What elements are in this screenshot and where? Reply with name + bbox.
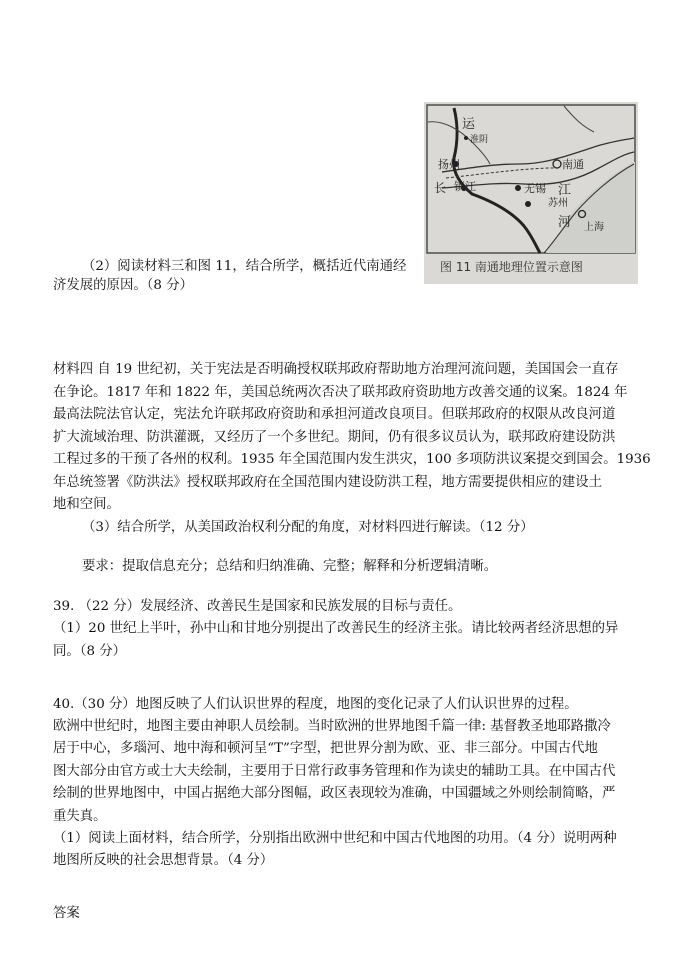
q39-line: （1）20 世纪上半叶，孙中山和甘地分别提出了改善民生的经济主张。请比较两者经济思想的异	[53, 621, 619, 636]
q40-line: （1）阅读上面材料，结合所学，分别指出欧洲中世纪和中国古代地图的功用。（4 分）说明两种	[53, 831, 617, 846]
material4-line: 最高法院法官认定，宪法允许联邦政府资助和承担河道改良项目。但联邦政府的权限从改良河道	[53, 407, 616, 422]
material4-line: 地和空间。	[53, 497, 120, 512]
map-label-wuxi: 无锡	[524, 182, 546, 195]
question-3: （3）结合所学，从美国政治权利分配的角度，对材料四进行解读。（12 分）	[82, 520, 534, 535]
material4-line: 材料四 自 19 世纪初，关于宪法是否明确授权联邦政府帮助地方治理河流问题，美国国会一直存	[53, 362, 619, 377]
q40-line: 40.（30 分）地图反映了人们认识世界的程度，地图的变化记录了人们认识世界的过程。	[53, 697, 578, 712]
q2-line-2: 济发展的原因。（8 分）	[53, 278, 193, 293]
q39-line: 39. （22 分）发展经济、改善民生是国家和民族发展的目标与责任。	[53, 599, 462, 614]
map-illustration	[424, 102, 638, 284]
map-label-zhenjiang: 镇江	[454, 180, 476, 193]
answer-requirement: 要求：提取信息充分；总结和归纳准确、完整；解释和分析逻辑清晰。	[82, 559, 498, 574]
q40-line: 居于中心，多瑙河、地中海和顿河呈“T”字型，把世界分割为欧、亚、非三部分。中国古代地	[53, 741, 598, 756]
material4-line: 工程过多的干预了各州的权利。1935 年全国范围内发生洪灾，100 多项防洪议案提交到国会。1936	[53, 452, 651, 467]
material4-line: 年总统签署《防洪法》授权联邦政府在全国范围内建设防洪工程，地方需要提供相应的建设土	[53, 475, 603, 490]
q40-line: 重失真。	[53, 809, 107, 824]
map-label-shanghai: 上海	[584, 222, 604, 233]
map-label-jiang: 江	[558, 183, 572, 198]
q40-line: 欧洲中世纪时，地图主要由神职人员绘制。当时欧洲的世界地图千篇一律: 基督教圣地耶路撒冷	[53, 719, 611, 734]
map-label-he: 河	[558, 215, 572, 230]
q39-line: 同。（8 分）	[53, 644, 127, 659]
material4-line: 扩大流域治理、防洪灌溉，又经历了一个多世纪。期间，仍有很多议员认为，联邦政府建设防洪	[53, 430, 616, 445]
q40-line: 绘制的世界地图中，中国占据绝大部分图幅，政区表现较为准确，中国疆域之外则绘制简略，严	[53, 786, 616, 801]
q2-line-1: （2）阅读材料三和图 11，结合所学，概括近代南通经	[82, 259, 407, 274]
q40-line: 图大部分由官方或士大夫绘制，主要用于日常行政事务管理和作为读史的辅助工具。在中国古代	[53, 764, 616, 779]
map-label-yun: 运	[462, 117, 476, 132]
material4-line: 在争论。1817 年和 1822 年，美国总统两次否决了联邦政府资助地方改善交通的议案。1824 年	[53, 385, 628, 400]
map-label-huaiyin: 淮阴	[470, 135, 489, 145]
figure-caption: 图 11 南通地理位置示意图	[440, 260, 583, 274]
map-label-suzhou: 苏州	[548, 198, 568, 209]
q40-line: 地图所反映的社会思想背景。（4 分）	[53, 853, 274, 868]
answer-heading: 答案	[53, 906, 80, 921]
map-label-chang: 长	[434, 181, 447, 195]
figure-11-map	[424, 102, 638, 284]
map-label-yangzhou: 扬州	[438, 158, 460, 171]
map-label-nantong: 南通	[562, 158, 584, 171]
